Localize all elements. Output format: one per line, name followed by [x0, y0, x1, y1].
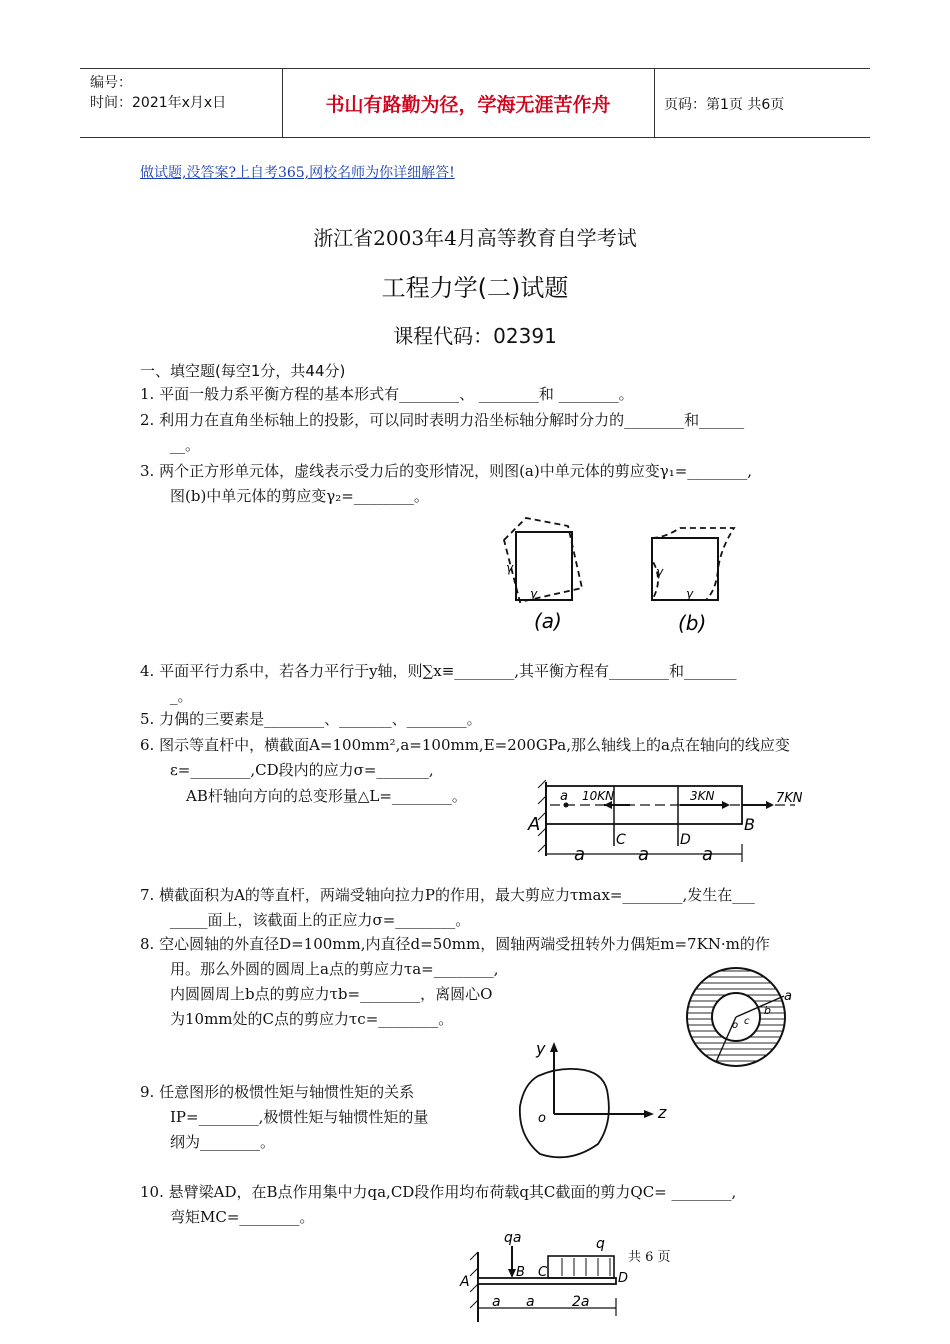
arrowhead [550, 1042, 558, 1052]
question-10-line2: 弯矩MC=________。 [170, 1208, 315, 1226]
question-8-line4: 为10mm处的C点的剪应力τc=________。 [170, 1010, 454, 1028]
square-a [516, 532, 572, 600]
shear-elements-figure [490, 510, 740, 640]
page-footer: 共 6 页 [628, 1250, 671, 1265]
question-6-line2: ε=________,CD段内的应力σ=_______, [170, 761, 434, 779]
hatch [538, 780, 546, 788]
exam-title: 浙江省2003年4月高等教育自学考试 [313, 226, 637, 250]
gamma-b: γ [656, 565, 664, 579]
label-qa: qa [504, 1230, 522, 1246]
label-y: y [536, 1039, 546, 1058]
arrowhead [508, 1269, 516, 1278]
dim-a2: a [526, 1294, 535, 1310]
question-7-line2: _____面上，该截面上的正应力σ=________。 [170, 911, 471, 929]
dim-a1: a [492, 1294, 501, 1310]
question-1: 1. 平面一般力系平衡方程的基本形式有________、 ________和 ________。 [140, 385, 634, 403]
header-table [80, 68, 870, 138]
load-10kn: 10KN [582, 789, 615, 803]
label-b: b [764, 1004, 771, 1017]
question-9-line1: 9. 任意图形的极惯性矩与轴惯性矩的关系 [140, 1083, 415, 1101]
axial-bar-figure [520, 776, 820, 866]
area-axes-figure [510, 1036, 680, 1166]
question-3-line1: 3. 两个正方形单元体，虚线表示受力后的变形情况，则图(a)中单元体的剪应变γ₁=________, [140, 462, 753, 480]
section-heading: 一、填空题(每空1分，共44分) [140, 362, 346, 380]
label-C: C [538, 1265, 548, 1280]
question-10-line1: 10. 悬臂梁AD，在B点作用集中力qa,CD段作用均布荷载q其C截面的剪力QC= ________, [140, 1183, 737, 1201]
question-9-line2: IP=________,极惯性矩与轴惯性矩的量 [170, 1108, 429, 1126]
label-B: B [516, 1265, 525, 1280]
time-label: 时间：2021年x月x日 [90, 95, 227, 111]
label-a: a [784, 989, 792, 1004]
question-8-line1: 8. 空心圆轴的外直径D=100mm,内直径d=50mm，圆轴两端受扭转外力偶矩m=7KN·m的作 [140, 935, 770, 953]
label-a: a [560, 789, 568, 804]
label-A: A [528, 814, 541, 835]
hatch [470, 1268, 478, 1276]
question-7-line1: 7. 横截面积为A的等直杆，两端受轴向拉力P的作用，最大剪应力τmax=________,发生在___ [140, 886, 755, 904]
label-D: D [618, 1271, 629, 1286]
gamma-b2: γ [686, 587, 694, 601]
label-C: C [616, 832, 626, 848]
hatch [538, 844, 546, 852]
question-4-line1: 4. 平面平行力系中，若各力平行于y轴，则∑x≡________,其平衡方程有________和_______ [140, 662, 737, 680]
dim-2a: 2a [572, 1294, 590, 1310]
hollow-shaft-figure [680, 962, 810, 1072]
question-8-line3: 内圆圆周上b点的剪应力τb=________，离圆心O [170, 985, 493, 1003]
load-7kn: 7KN [776, 791, 803, 806]
question-4-line2: _。 [170, 687, 193, 705]
dim-a2: a [638, 844, 650, 865]
header-meta [90, 73, 226, 113]
label-B: B [744, 815, 755, 834]
question-3-line2: 图(b)中单元体的剪应变γ₂=________。 [170, 487, 429, 505]
label-c: c [744, 1016, 750, 1027]
question-8-line2: 用。那么外圆的圆周上a点的剪应力τa=________, [170, 960, 499, 978]
number-label: 编号： [90, 75, 132, 91]
cantilever-beam-figure [456, 1226, 646, 1334]
course-code: 课程代码：02391 [393, 324, 557, 348]
arrowhead [644, 1110, 654, 1118]
hatch [538, 796, 546, 804]
question-6-line3: AB杆轴向方向的总变形量△L=________。 [186, 787, 467, 805]
hatch [470, 1300, 478, 1308]
page-info: 页码：第1页 共6页 [664, 97, 785, 113]
ad-link[interactable]: 做试题,没答案?上自考365,网校名师为你详细解答! [140, 165, 455, 181]
label-q: q [596, 1236, 605, 1252]
hatch [470, 1252, 478, 1260]
motto: 书山有路勤为径，学海无涯苦作舟 [325, 93, 611, 116]
fig-a-label: (a) [534, 609, 562, 633]
label-A: A [460, 1274, 470, 1290]
fig-b-label: (b) [678, 611, 707, 635]
dim-a3: a [702, 844, 714, 865]
question-2-line2: __。 [170, 436, 201, 454]
arrowhead [722, 801, 730, 809]
label-o: o [538, 1111, 546, 1126]
gamma-a2: γ [530, 587, 538, 601]
divider [654, 69, 655, 137]
distributed-load [548, 1256, 614, 1278]
subject-title: 工程力学(二)试题 [381, 274, 569, 302]
dim-a1: a [574, 844, 586, 865]
hatch [470, 1284, 478, 1292]
question-2-line1: 2. 利用力在直角坐标轴上的投影，可以同时表明力沿坐标轴分解时分力的________和______ [140, 411, 745, 429]
load-3kn: 3KN [690, 789, 715, 803]
arrowhead [766, 801, 774, 809]
question-9-line3: 纲为________。 [170, 1133, 276, 1151]
question-6-line1: 6. 图示等直杆中，横截面A=100mm²,a=100mm,E=200GPa,那么轴线上的a点在轴向的线应变 [140, 736, 790, 754]
label-z: z [658, 1103, 667, 1122]
label-D: D [680, 832, 691, 848]
gamma-a: γ [506, 561, 514, 575]
label-o: o [732, 1020, 739, 1031]
question-5: 5. 力偶的三要素是________、_______、________。 [140, 710, 482, 728]
